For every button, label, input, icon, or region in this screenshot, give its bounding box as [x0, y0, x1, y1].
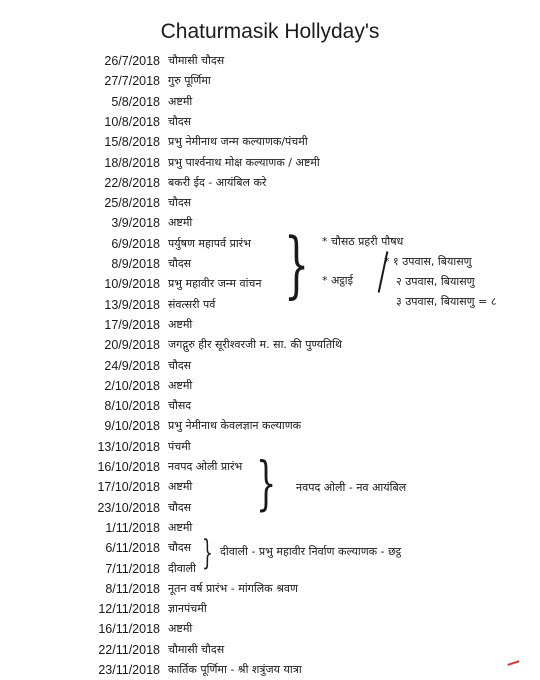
holiday-date: 8/9/2018	[111, 257, 160, 271]
holiday-event: अष्टमी	[168, 378, 193, 392]
holiday-date: 23/11/2018	[98, 663, 160, 677]
holiday-date: 13/9/2018	[104, 297, 160, 312]
holiday-event: चौमासी चौदस	[168, 642, 225, 656]
fast-note-2: २ उपवास, बियासणु	[396, 275, 475, 288]
holiday-event: अष्टमी	[168, 94, 193, 108]
holiday-date: 26/7/2018	[104, 54, 160, 68]
holiday-event: चौदस	[168, 257, 192, 270]
holiday-event: प्रभु नेमीनाथ जन्म कल्याणक/पंचमी	[168, 135, 308, 149]
navpad-note: नवपद ओली - नव आयंबिल	[296, 481, 407, 494]
holiday-date: 10/8/2018	[104, 114, 160, 129]
diwali-brace: }	[202, 533, 213, 573]
holiday-date: 1/11/2018	[105, 520, 160, 535]
holiday-event: संवत्सरी पर्व	[168, 297, 216, 311]
holiday-date: 5/8/2018	[111, 94, 160, 109]
holiday-date: 15/8/2018	[104, 135, 160, 150]
holiday-event: चौदस	[168, 541, 192, 555]
holiday-event: चौसद	[168, 399, 192, 413]
holiday-event: जगद्गुरु हीर सूरीश्वरजी म. सा. की पुण्यतिथि	[168, 338, 343, 352]
holiday-date: 17/10/2018	[97, 480, 160, 495]
holiday-date: 22/8/2018	[104, 175, 160, 190]
holiday-event: चौदस	[168, 196, 192, 210]
holiday-event: चौदस	[168, 114, 192, 128]
holiday-event: अष्टमी	[168, 317, 193, 331]
holiday-date: 17/9/2018	[104, 317, 160, 332]
holiday-event: अष्टमी	[168, 622, 193, 636]
holiday-date: 13/10/2018	[97, 439, 160, 454]
paryushan-note-posadh: * चौसठ प्रहरी पौषध	[322, 235, 404, 248]
holiday-date: 2/10/2018	[104, 378, 160, 393]
holiday-event: चौदस	[168, 500, 192, 514]
fast-note-3: ३ उपवास, बियासणु = ८	[396, 295, 497, 308]
holiday-event: बकरी ईद - आयंबिल करे	[168, 175, 267, 189]
holiday-event: पंचमी	[168, 439, 191, 453]
paryushan-brace: }	[284, 222, 310, 306]
holiday-event: प्रभु महावीर जन्म वांचन	[168, 277, 262, 291]
holiday-event: नवपद ओली प्रारंभ	[168, 460, 243, 473]
diwali-note: दीवाली - प्रभु महावीर निर्वाण कल्याणक - छट्ठ	[220, 545, 402, 558]
holiday-date: 8/10/2018	[104, 399, 160, 414]
holiday-event: पर्युषण महापर्व प्रारंभ	[168, 236, 251, 250]
navpad-brace: }	[256, 449, 277, 517]
holiday-date: 25/8/2018	[104, 196, 160, 211]
holiday-event: दीवाली	[168, 561, 196, 575]
corner-mark	[507, 660, 520, 669]
holiday-event: ज्ञानपंचमी	[168, 602, 207, 616]
holiday-event: प्रभु पार्श्वनाथ मोक्ष कल्याणक / अष्टमी	[168, 155, 320, 169]
holiday-date: 10/9/2018	[104, 277, 160, 292]
holiday-event: गुरु पूर्णिमा	[168, 74, 211, 88]
holiday-event: अष्टमी	[168, 480, 193, 494]
holiday-date: 9/10/2018	[104, 419, 160, 434]
holiday-date: 27/7/2018	[104, 74, 160, 89]
page-title: Chaturmasik Hollyday's	[160, 20, 380, 43]
holiday-event: चौमासी चौदस	[168, 54, 225, 67]
holiday-date: 6/11/2018	[105, 541, 160, 556]
holiday-date: 3/9/2018	[111, 216, 160, 231]
holiday-date: 8/11/2018	[105, 581, 160, 596]
holiday-event: अष्टमी	[168, 216, 193, 230]
holiday-date: 12/11/2018	[98, 602, 160, 617]
holiday-date: 23/10/2018	[97, 500, 160, 515]
holiday-date: 18/8/2018	[104, 155, 160, 170]
holiday-event: चौदस	[168, 358, 192, 372]
holiday-event: अष्टमी	[168, 520, 193, 534]
holiday-date: 6/9/2018	[111, 236, 160, 251]
holiday-date: 20/9/2018	[104, 338, 160, 353]
holiday-event: कार्तिक पूर्णिमा - श्री शत्रुंजय यात्रा	[168, 663, 302, 676]
holiday-event: नूतन वर्ष प्रारंभ - मांगलिक श्रवण	[168, 581, 298, 595]
holiday-date: 16/11/2018	[98, 622, 160, 637]
paryushan-note-atthai: * अट्ठाई	[322, 274, 354, 287]
holiday-date: 7/11/2018	[105, 561, 160, 576]
holiday-date: 16/10/2018	[97, 460, 160, 474]
holiday-date: 24/9/2018	[104, 358, 160, 373]
holiday-date: 22/11/2018	[98, 642, 160, 657]
fast-note-1: * १ उपवास, बियासणु	[384, 255, 472, 268]
holiday-event: प्रभु नेमीनाथ केवलज्ञान कल्याणक	[168, 419, 302, 433]
